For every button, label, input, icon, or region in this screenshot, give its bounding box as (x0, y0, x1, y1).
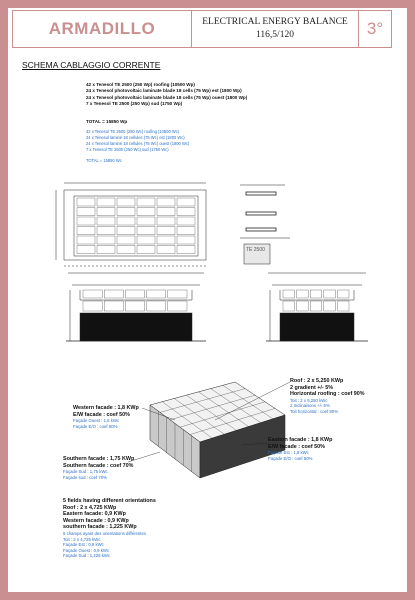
roof-plan-drawing (56, 183, 206, 266)
pv-panel (157, 217, 175, 225)
panel-section (246, 212, 276, 215)
pv-panel (283, 290, 295, 298)
pv-panel (177, 236, 195, 244)
pv-panel (147, 290, 166, 298)
pv-panel (117, 208, 135, 216)
callout-line: Façade E/O : coef 50% (73, 423, 118, 429)
pv-panel (77, 217, 95, 225)
callout-line: Horizontal roofing : coef 90% (290, 391, 365, 398)
pv-panel (157, 208, 175, 216)
pv-panel (97, 198, 115, 206)
project-name: ARMADILLO (13, 11, 192, 47)
callout-line: 2 Inclinaisons +/- 5% (290, 403, 330, 409)
pv-panel (137, 198, 155, 206)
pv-panel (104, 301, 123, 311)
pv-panel (137, 236, 155, 244)
callout-eastern (268, 437, 332, 461)
total-french: TOTAL = 15850 Wc (86, 158, 122, 163)
summary-line: Façade Est : 0,9 kWc (63, 542, 104, 548)
pv-panel (324, 301, 336, 311)
pv-panel (117, 217, 135, 225)
pv-panel (324, 290, 336, 298)
spec-item: 24 x Tenesol laminé 18 cellules (75 Wc) est (1800 Wc) (86, 135, 185, 140)
pv-panel (137, 208, 155, 216)
panel-label: TE 2500 (246, 247, 265, 253)
callout-western (73, 405, 139, 429)
pv-panel (310, 290, 322, 298)
roof-edge (280, 290, 354, 300)
pv-panel (297, 290, 309, 298)
pv-panel (283, 301, 295, 311)
callout-line: Façade Sud : 1,75 kWc (63, 469, 108, 475)
callout-line: Southern facade : coef 70% (63, 462, 134, 469)
pv-panel (157, 198, 175, 206)
pv-panel (157, 236, 175, 244)
pv-panel (168, 290, 187, 298)
spec-item: 7 x Tenesol TE 2500 (250 Wc) sud (1750 Wc) (86, 147, 169, 152)
callout-line: E/W facade : coef 50% (268, 443, 325, 450)
sheet-title-line1: ELECTRICAL ENERGY BALANCE (202, 17, 348, 27)
pv-panel (97, 246, 115, 254)
spec-item: 7 x Tenesol TE 2500 (250 Wp) sud (1750 Wp) (86, 101, 183, 107)
panel-field (74, 196, 198, 256)
pv-panel (97, 217, 115, 225)
spec-item: 24 x Tenesol photovoltaic laminate blade 18 cells (75 Wp) ouest (1800 Wp) (86, 94, 248, 100)
pv-panel (177, 227, 195, 235)
pv-panel (337, 290, 349, 298)
callout-line: Toit : 2 x 5,250 kWc (290, 397, 328, 403)
spec-item: 24 x Tenesol laminé 18 cellules (75 Wc) ouest (1800 Wc) (86, 141, 190, 146)
pv-panel (117, 236, 135, 244)
callout-line: Toit horizontal : coef 90% (290, 408, 339, 414)
pv-panel (125, 290, 144, 298)
pv-panel (157, 227, 175, 235)
pv-panel (117, 198, 135, 206)
spec-item: 42 x Tenesol TE 2500 (250 Wp) roofing (10500 Wp) (86, 82, 195, 87)
pv-panel (177, 246, 195, 254)
summary-line: 5 champs ayant des orientations différentes (63, 530, 147, 536)
summary-line: southern facade : 1,225 KWp (63, 524, 137, 531)
callout-line: Façade Est : 1,8 kWc (268, 450, 309, 456)
callout-line: 2 gradient +/- 5% (290, 384, 333, 391)
pv-panel (310, 301, 322, 311)
spec-item: 24 x Tenesol photovoltaic laminate blade 18 cells (75 Wp) est (1800 Wp) (86, 88, 242, 94)
pv-panel (137, 217, 155, 225)
facade-panels (280, 313, 354, 341)
pv-panel (83, 301, 102, 311)
pv-panel (137, 227, 155, 235)
pv-panel (157, 246, 175, 254)
pv-panel (77, 227, 95, 235)
callout-line: Roof : 2 x 5,250 KWp (290, 378, 344, 384)
pv-panel (77, 198, 95, 206)
fields-summary (63, 498, 156, 559)
pv-panel (177, 217, 195, 225)
callout-line: Western facade : 1,8 KWp (73, 405, 139, 411)
pv-panel (77, 246, 95, 254)
callout-line: Façade sud : coef 70% (63, 474, 107, 480)
summary-line: Roof : 2 x 4,725 KWp (63, 504, 117, 511)
callout-line: Eastern facade : 1,8 KWp (268, 437, 333, 443)
callout-line: Southern facade : 1,75 KWp (63, 456, 135, 462)
pv-panel (137, 246, 155, 254)
spec-item: 42 x Tenesol TE 2500 (250 Wc) roofing (10500 Wc) (86, 129, 180, 134)
callout-roof (290, 378, 365, 415)
pv-panel (177, 208, 195, 216)
pv-panel (97, 236, 115, 244)
pv-panel (147, 301, 166, 311)
callout-line: Façade Ouest : 1,8 kWc (73, 418, 120, 424)
pv-panel (337, 301, 349, 311)
pv-panel (117, 246, 135, 254)
summary-line: Façade Sud : 1,225 kWc (63, 553, 111, 559)
sheet-title-line2: 116,5/120 (256, 30, 294, 40)
pv-panel (77, 208, 95, 216)
pv-panel (168, 301, 187, 311)
roof-edge (80, 290, 192, 300)
isometric-house (128, 382, 290, 478)
pv-panel (83, 290, 102, 298)
pv-panel (297, 301, 309, 311)
pv-panel (97, 208, 115, 216)
elevation-left (66, 273, 206, 341)
callout-line: Façade E/O : coef 50% (268, 455, 313, 461)
total-english: TOTAL = 15850 Wp (86, 119, 128, 124)
summary-line: Eastern facade: 0,9 KWp (63, 511, 126, 518)
callout-line: E/W facade : coef 50% (73, 411, 130, 418)
summary-line: Western facade : 0,9 KWp (63, 517, 129, 524)
section-title: SCHEMA CABLAGGIO CORRENTE (22, 60, 161, 70)
pv-panel (77, 236, 95, 244)
elevation-right (266, 273, 368, 341)
pv-panel (117, 227, 135, 235)
summary-line: Toit : 2 x 4,725 kWc (63, 536, 101, 542)
callout-southern (63, 456, 134, 480)
pv-panel (125, 301, 144, 311)
summary-line: Façade Ouest : 0,9 kWc (63, 547, 110, 553)
panel-section (246, 192, 276, 195)
pv-panel (104, 290, 123, 298)
panel-section (246, 228, 276, 231)
summary-line: 5 fields having different orientations (63, 498, 156, 504)
facade-panels (80, 313, 192, 341)
pv-panel (97, 227, 115, 235)
pv-panel (177, 198, 195, 206)
sheet-number: 3° (366, 19, 384, 38)
